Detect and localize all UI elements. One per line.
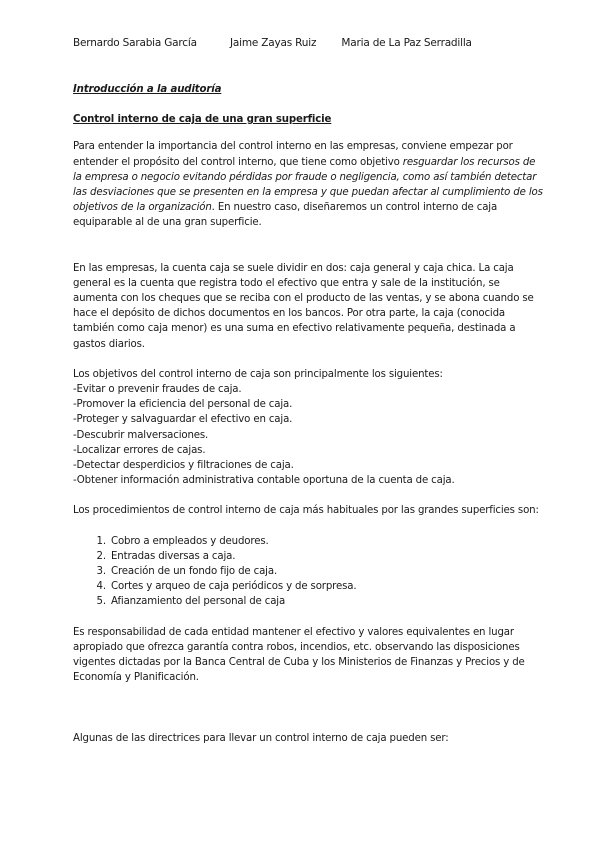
author-name: Maria de La Paz Serradilla	[341, 37, 472, 49]
list-item: 4. Cortes y arqueo de caja periódicos y de sorpresa.	[109, 579, 543, 594]
list-item: 5. Afianzamiento del personal de caja	[109, 594, 543, 609]
list-item: 3. Creación de un fondo fijo de caja.	[109, 564, 543, 579]
document-body	[73, 82, 543, 746]
cash-paragraph: En las empresas, la cuenta caja se suele dividir en dos: caja general y caja chica. La caja general es la cuenta que registra todo el efectivo que entra y sale de la institución, se aumenta con los cheques que se reciba con el producto de las ventas, y se abona cuando se hace el depósito de dichos documentos en los bancos. Por otra parte, la caja (conocida también como caja menor) es una suma en efectivo relativamente pequeña, destinada a gastos diarios.	[73, 262, 534, 350]
intro-paragraph	[73, 139, 543, 230]
authors-header	[73, 37, 472, 49]
objectives-intro: Los objetivos del control interno de caja son principalmente los siguientes:	[73, 368, 443, 380]
list-item: 1. Cobro a empleados y deudores.	[109, 534, 543, 549]
objectives-list	[73, 382, 543, 488]
list-item: -Promover la eficiencia del personal de caja.	[73, 399, 293, 411]
list-item: -Obtener información administrativa contable oportuna de la cuenta de caja.	[73, 475, 455, 487]
list-item: -Descubrir malversaciones.	[73, 429, 209, 441]
list-item: 2. Entradas diversas a caja.	[109, 549, 543, 564]
list-item: -Evitar o prevenir fraudes de caja.	[73, 384, 242, 396]
responsibility-paragraph: Es responsabilidad de cada entidad mantener el efectivo y valores equivalentes en lugar apropiado que ofrezca garantía contra robos, incendios, etc. observando las disposiciones vigentes dictadas por la Banca Central de Cuba y los Ministerios de Finanzas y Precios y de Economía y Planificación.	[73, 626, 525, 684]
list-item: -Proteger y salvaguardar el efectivo en caja.	[73, 414, 293, 426]
intro-text-end: . En nuestro caso, diseñaremos un control interno de caja equiparable al de una gran superficie.	[73, 202, 498, 229]
author-name: Bernardo Sarabia García	[73, 37, 197, 49]
list-item: -Detectar desperdicios y filtraciones de caja.	[73, 460, 294, 472]
main-heading: Introducción a la auditoría	[73, 84, 222, 95]
author-name: Jaime Zayas Ruiz	[229, 37, 317, 49]
procedures-list	[73, 534, 543, 610]
procedures-intro: Los procedimientos de control interno de caja más habituales por las grandes superficies son:	[73, 505, 539, 517]
list-item: -Localizar errores de cajas.	[73, 444, 206, 456]
section-heading: Control interno de caja de una gran superficie	[73, 114, 332, 126]
directives-paragraph: Algunas de las directrices para llevar un control interno de caja pueden ser:	[73, 732, 449, 744]
intro-text: Para entender la importancia del control interno en las empresas, conviene empezar por entender el propósito del control interno, que tiene como objetivo	[73, 141, 513, 168]
intro-emphasis: resguardar los recursos de la empresa o negocio evitando pérdidas por fraude o negligencia, como así también detectar las desviaciones que se presenten en la empresa y que puedan afectar al cumplimiento de los objetivos de la organización	[73, 156, 543, 214]
